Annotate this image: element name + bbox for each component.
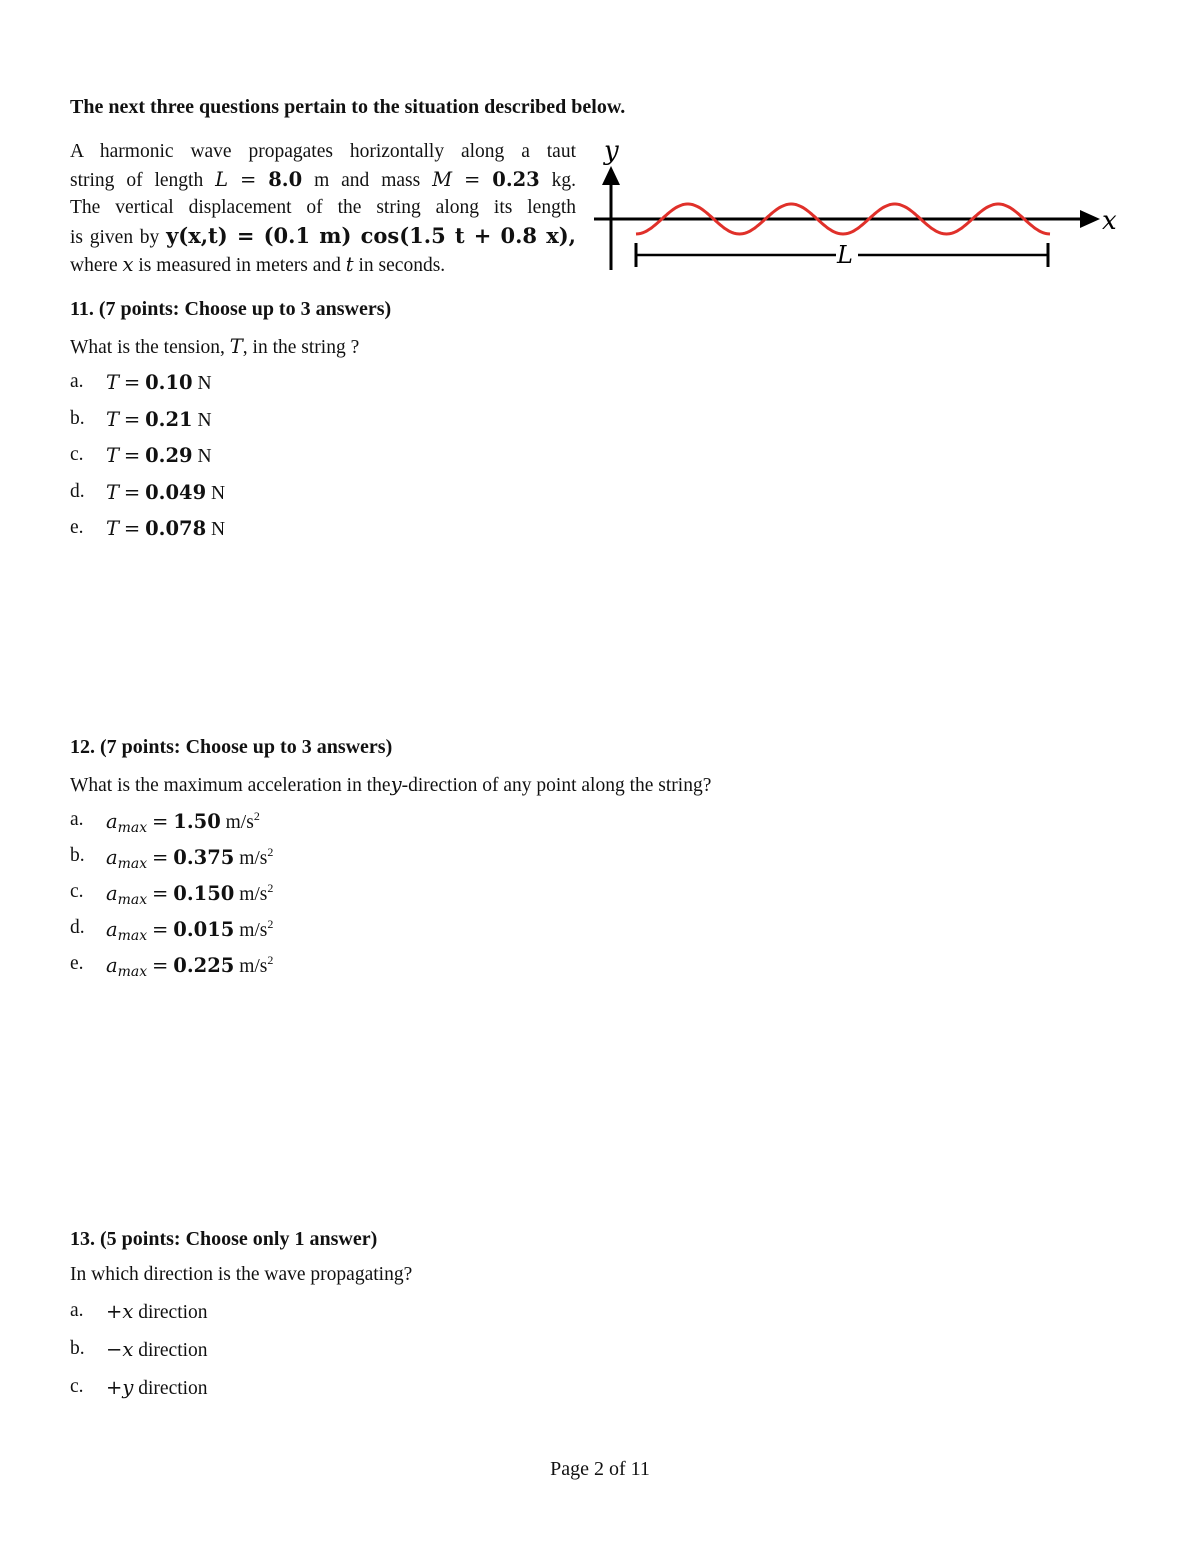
option-unit: N [197,373,212,394]
option-equals: = [123,517,141,540]
problem-description [70,138,576,280]
option-equals: = [123,371,141,394]
option-equals: = [152,954,169,977]
x-axis-label: x [1102,206,1117,236]
option-subscript: max [117,856,148,872]
option-content [106,1338,208,1362]
x-axis-arrow [1080,210,1100,228]
option-sign: + [106,1376,123,1399]
option-subscript: max [117,928,148,944]
option-superscript: 2 [267,845,274,859]
answer-option[interactable] [70,444,570,472]
option-unit: m/s [239,956,268,977]
answer-option[interactable] [70,408,570,436]
option-content [106,1300,208,1324]
intro-line-4: is given by y(x,t) = (0.1 m) cos(1.5 t + 0.8 x), [70,222,576,248]
wave-equation: y(x,t) = (0.1 m) cos(1.5 t + 0.8 x), [166,222,576,248]
answer-option[interactable] [70,953,570,981]
option-text: direction [138,1340,208,1361]
option-equals: = [152,882,169,905]
L-label: L [837,241,853,269]
option-label: c. [70,1376,84,1397]
option-symbol: a [106,918,118,941]
option-text: direction [138,1302,208,1323]
option-subscript: max [117,892,148,908]
option-value: 0.10 [145,371,193,394]
option-symbol: a [106,846,118,869]
option-symbol: x [122,1300,134,1323]
option-symbol: a [106,882,118,905]
option-unit: m/s [239,920,268,941]
option-symbol: x [122,1338,134,1361]
option-label: a. [70,371,84,392]
option-label: c. [70,881,84,902]
option-content [106,371,212,395]
option-label: e. [70,953,84,974]
answer-option[interactable] [70,517,570,545]
answer-option[interactable] [70,881,570,909]
option-superscript: 2 [267,881,274,895]
section-heading: The next three questions pertain to the situation described below. [70,96,626,118]
option-label: b. [70,845,85,866]
option-unit: N [197,409,212,431]
option-symbol: T [106,407,120,431]
option-label: b. [70,1338,85,1359]
q11-header: 11. (7 points: Choose up to 3 answers) [70,298,392,320]
page-number: Page 2 of 11 [550,1458,650,1480]
option-symbol: y [122,1376,134,1399]
option-value: 0.078 [145,517,207,540]
q12-text: What is the maximum acceleration in they-direction of any point along the string? [70,773,712,796]
option-content [106,1376,208,1400]
option-superscript: 2 [267,917,274,931]
option-superscript: 2 [267,953,274,967]
answer-option[interactable] [70,917,570,945]
option-equals: = [152,918,169,941]
option-equals: = [152,846,169,869]
option-symbol: T [106,444,120,467]
answer-option[interactable] [70,1338,570,1366]
wave-diagram [590,135,1130,275]
option-subscript: max [117,964,148,980]
option-text: direction [138,1378,208,1399]
answer-option[interactable] [70,809,570,837]
answer-option[interactable] [70,481,570,509]
option-label: c. [70,444,84,465]
option-unit: m/s [239,848,268,869]
q13-header: 13. (5 points: Choose only 1 answer) [70,1228,378,1250]
option-value: 1.50 [173,810,221,833]
option-content [106,953,273,980]
option-symbol: T [106,480,120,504]
option-unit: m/s [239,884,268,905]
intro-line-2: string of length L = 8.0 m and mass M = 0.23 kg. [70,167,577,191]
intro-line-3: The vertical displacement of the string along its length [70,197,576,218]
option-content [106,881,273,908]
option-label: a. [70,809,84,830]
option-superscript: 2 [253,809,260,823]
y-axis-arrow [602,166,620,185]
option-sign: − [106,1338,123,1361]
option-value: 0.21 [145,407,193,431]
option-content [106,845,273,872]
option-equals: = [123,444,141,467]
option-value: 0.150 [173,882,235,905]
option-content [106,809,260,836]
answer-option[interactable] [70,845,570,873]
answer-option[interactable] [70,1300,570,1328]
option-equals: = [152,810,169,833]
option-unit: N [211,519,226,540]
option-label: a. [70,1300,84,1321]
option-value: 0.015 [173,918,235,941]
option-value: 0.225 [173,954,235,977]
option-unit: m/s [225,812,254,833]
option-content [106,481,225,505]
option-value: 0.375 [173,846,235,869]
option-content [106,408,212,432]
option-label: b. [70,407,85,429]
option-content [106,517,225,541]
intro-line-1: A harmonic wave propagates horizontally along a taut [70,141,576,162]
option-value: 0.049 [145,480,207,504]
option-symbol: T [106,371,120,394]
q12-header: 12. (7 points: Choose up to 3 answers) [70,736,393,758]
option-content [106,917,273,944]
option-label: e. [70,517,84,538]
option-unit: N [211,482,226,504]
option-label: d. [70,480,85,502]
option-equals: = [123,480,141,504]
option-content [106,444,212,468]
option-symbol: a [106,810,118,833]
option-sign: + [106,1300,123,1323]
option-symbol: T [106,517,120,540]
y-axis-label: y [604,136,619,166]
option-unit: N [197,446,212,467]
option-value: 0.29 [145,444,193,467]
option-symbol: a [106,954,118,977]
q13-text: In which direction is the wave propagating? [70,1264,413,1285]
q11-text: What is the tension, T, in the string ? [70,335,360,358]
answer-option[interactable] [70,371,570,399]
intro-line-5: where x is measured in meters and t in seconds. [70,253,446,276]
option-subscript: max [117,820,148,836]
answer-option[interactable] [70,1376,570,1404]
option-equals: = [123,407,141,431]
option-label: d. [70,917,85,938]
